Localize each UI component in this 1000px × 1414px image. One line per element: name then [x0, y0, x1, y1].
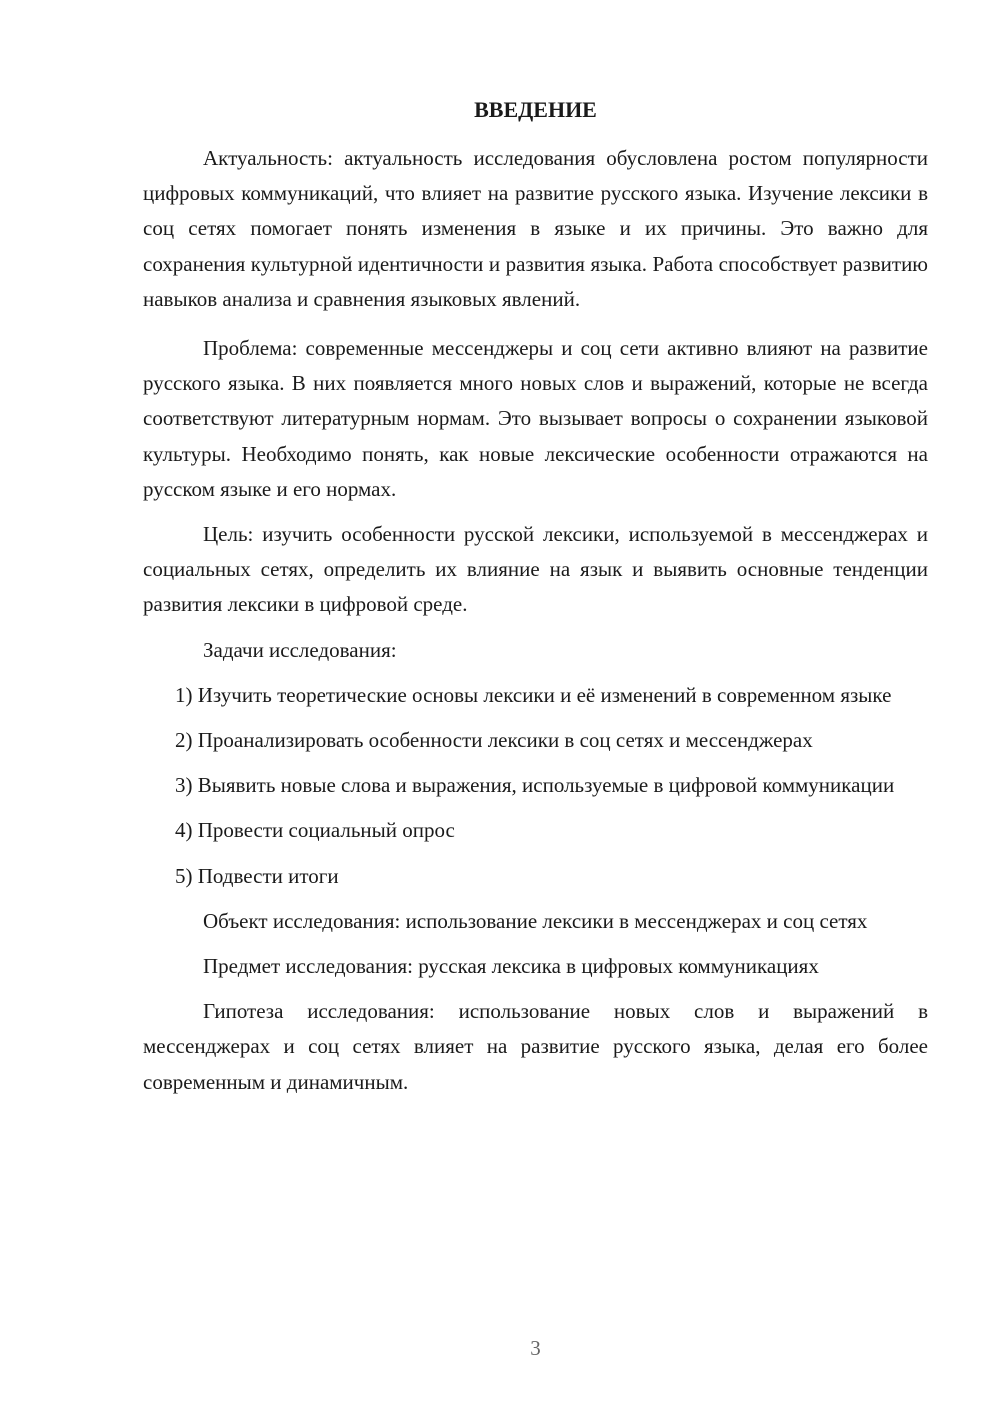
task-item-5: 5) Подвести итоги — [175, 863, 339, 888]
paragraph-goal: Цель: изучить особенности русской лексики, используемой в мессенджерах и социальных сетях, определить их влияние на язык и выявить основные тенденции развития лексики в цифровой среде. — [143, 522, 928, 617]
task-item-2: 2) Проанализировать особенности лексики в соц сетях и мессенджерах — [175, 728, 813, 753]
page-title: ВВЕДЕНИЕ — [474, 97, 597, 122]
task-item-3: 3) Выявить новые слова и выражения, используемые в цифровой коммуникации — [175, 773, 895, 798]
page-number: 3 — [530, 1336, 541, 1360]
task-item-4: 4) Провести социальный опрос — [175, 818, 455, 843]
paragraph-object: Объект исследования: использование лексики в мессенджерах и соц сетях — [203, 908, 868, 933]
paragraph-problem: Проблема: современные мессенджеры и соц сети активно влияют на развитие русского языка. В них появляется много новых слов и выражений, которые не всегда соответствуют литературным нормам. Это вызывает вопросы о сохранении языковой культуры. Необходимо понять, как новые лексические особенности отражаются на русском языке и его нормах. — [143, 336, 928, 501]
task-item-1: 1) Изучить теоретические основы лексики и её изменений в современном языке — [175, 682, 892, 707]
paragraph-tasks-heading: Задачи исследования: — [203, 637, 397, 662]
document-page — [143, 0, 928, 1414]
document-body — [143, 141, 928, 1110]
paragraph-hypothesis: Гипотеза исследования: использование новых слов и выражений в мессенджерах и соц сетях влияет на развитие русского языка, делая его более современным и динамичным. — [143, 999, 928, 1094]
paragraph-relevance: Актуальность: актуальность исследования обусловлена ростом популярности цифровых коммуникаций, что влияет на развитие русского языка. Изучение лексики в соц сетях помогает понять изменения в языке и их причины. Это важно для сохранения культурной идентичности и развития языка. Работа способствует развитию навыков анализа и сравнения языковых явлений. — [143, 146, 928, 311]
paragraph-subject: Предмет исследования: русская лексика в цифровых коммуникациях — [203, 954, 819, 979]
